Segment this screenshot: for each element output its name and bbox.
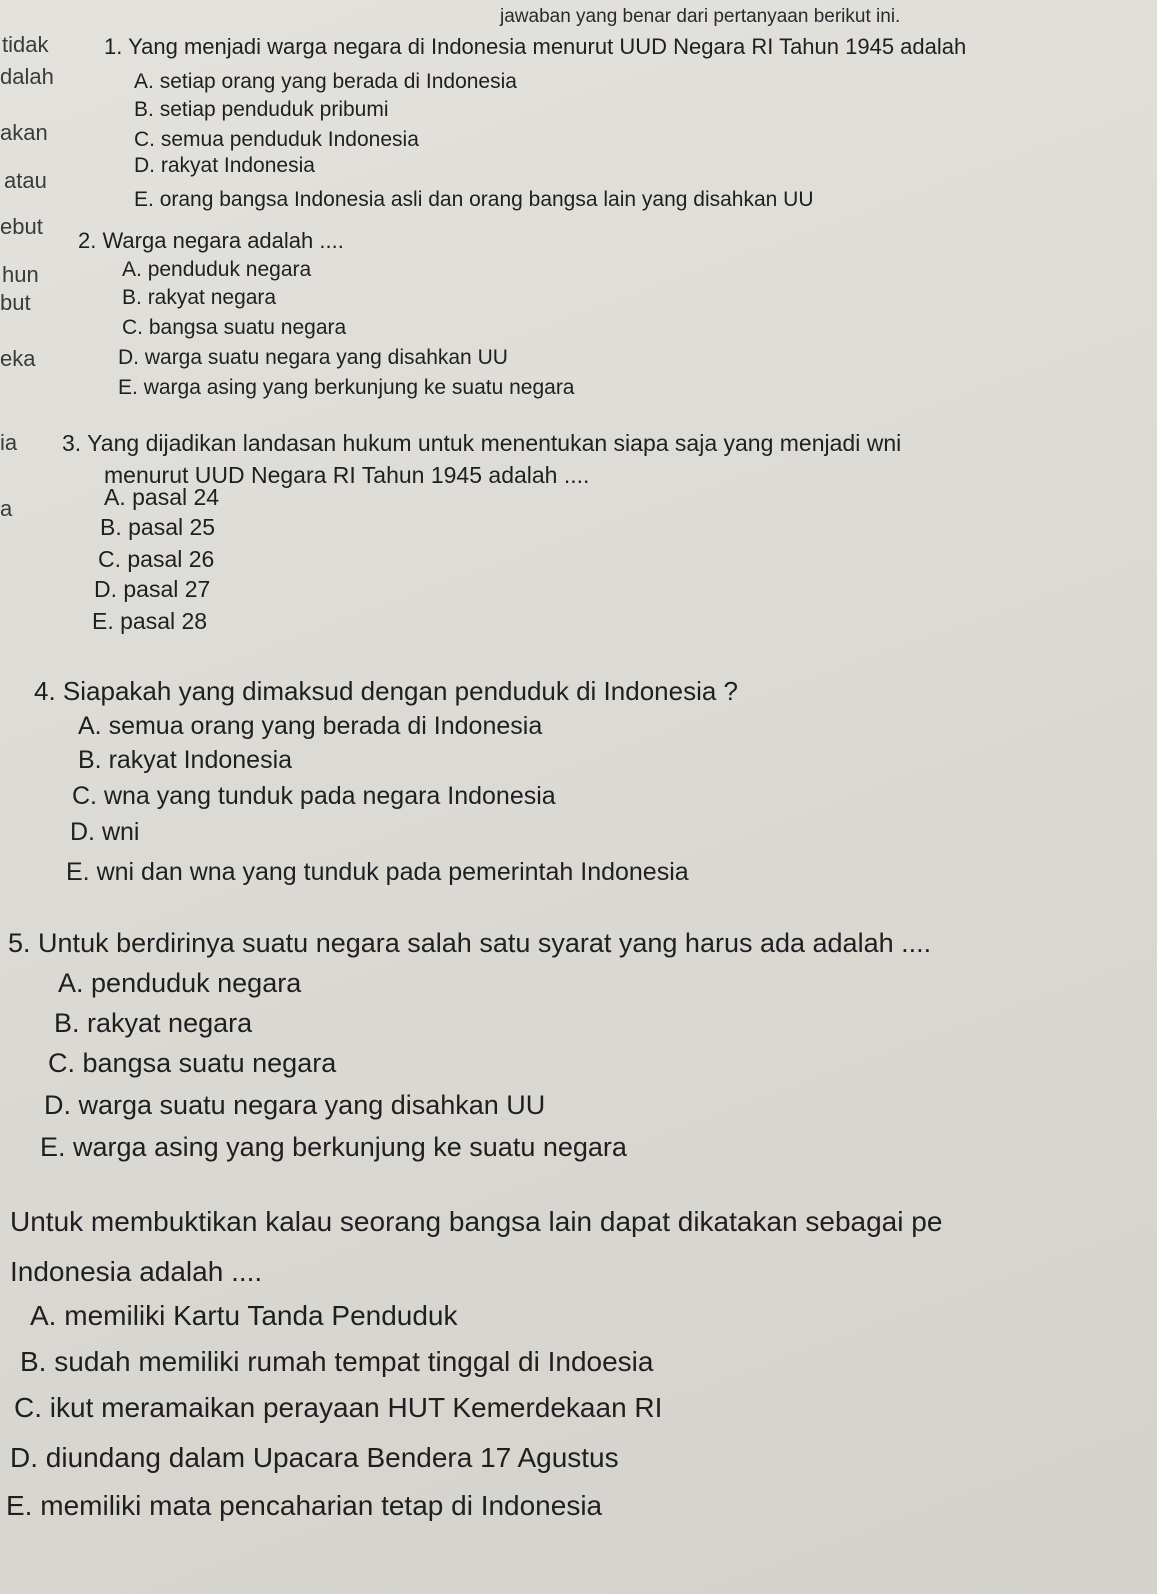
- option-letter: D.: [134, 154, 155, 177]
- option-text: setiap penduduk pribumi: [159, 98, 389, 121]
- option-text: ikut meramaikan perayaan HUT Kemerdekaan RI: [49, 1392, 663, 1423]
- option-text: wni: [101, 818, 140, 846]
- option-letter: C.: [134, 128, 155, 151]
- margin-fragment: tidak: [2, 32, 49, 57]
- question-text: Untuk berdirinya suatu negara salah satu syarat yang harus ada adalah ....: [38, 928, 932, 958]
- option-text: warga asing yang berkunjung ke suatu negara: [143, 376, 575, 399]
- option-letter: D.: [44, 1090, 71, 1120]
- option: [10, 1442, 619, 1474]
- option-letter: A.: [30, 1300, 57, 1331]
- option-letter: A.: [78, 712, 102, 740]
- margin-fragment: a: [0, 496, 13, 521]
- option: [78, 712, 542, 741]
- option-text: penduduk negara: [91, 968, 302, 998]
- option-text: memiliki Kartu Tanda Penduduk: [64, 1300, 458, 1331]
- option-letter: A.: [58, 968, 84, 998]
- option: [98, 546, 214, 573]
- option: [72, 782, 556, 811]
- option-text: penduduk negara: [147, 258, 312, 281]
- option: [118, 376, 575, 400]
- option-letter: B.: [122, 286, 142, 309]
- option: [6, 1490, 602, 1522]
- margin-fragment: hun: [2, 262, 39, 287]
- option-letter: C.: [98, 546, 121, 572]
- margin-fragment: eka: [0, 346, 36, 371]
- question-5: [8, 928, 931, 959]
- option: [20, 1346, 653, 1378]
- option: [104, 484, 219, 511]
- option-letter: A.: [122, 258, 142, 281]
- margin-fragment: ia: [0, 430, 18, 455]
- option-letter: D.: [10, 1442, 38, 1473]
- option: [122, 286, 276, 310]
- option-text: rakyat negara: [147, 286, 277, 309]
- option-letter: A.: [134, 70, 154, 93]
- margin-fragment: but: [0, 290, 31, 315]
- option: [118, 346, 508, 370]
- option-text: bangsa suatu negara: [82, 1048, 337, 1078]
- option-letter: C.: [122, 316, 143, 339]
- option: [122, 316, 346, 340]
- option: [58, 968, 301, 999]
- option-letter: B.: [100, 514, 122, 540]
- option-letter: B.: [20, 1346, 47, 1377]
- question-text: Warga negara adalah ....: [102, 228, 344, 253]
- option-letter: B.: [78, 746, 102, 774]
- option: [48, 1048, 336, 1079]
- option-text: setiap orang yang berada di Indonesia: [159, 70, 517, 93]
- question-text-continued: menurut UUD Negara RI Tahun 1945 adalah ....: [104, 462, 590, 488]
- option-text: orang bangsa Indonesia asli dan orang bangsa lain yang disahkan UU: [159, 188, 814, 211]
- option-text: pasal 26: [127, 546, 215, 572]
- question-4: [34, 676, 738, 707]
- option-letter: A.: [104, 484, 126, 510]
- option: [44, 1090, 545, 1121]
- option: [94, 576, 210, 603]
- question-text: Yang dijadikan landasan hukum untuk menentukan siapa saja yang menjadi wni: [87, 430, 902, 456]
- option-text: warga asing yang berkunjung ke suatu negara: [73, 1132, 627, 1162]
- option: [40, 1132, 627, 1163]
- margin-fragment: akan: [0, 120, 48, 145]
- question-number: 4.: [34, 676, 56, 706]
- option-letter: E.: [66, 858, 90, 886]
- option-text: wna yang tunduk pada negara Indonesia: [103, 782, 556, 810]
- option: [134, 128, 419, 152]
- option-letter: E.: [118, 376, 138, 399]
- option-letter: E.: [134, 188, 154, 211]
- option-text: wni dan wna yang tunduk pada pemerintah Indonesia: [96, 858, 689, 886]
- margin-fragment: dalah: [0, 64, 54, 89]
- header-instruction: jawaban yang benar dari pertanyaan berikut ini.: [500, 6, 901, 27]
- option-text: warga suatu negara yang disahkan UU: [144, 346, 508, 369]
- question-text: Siapakah yang dimaksud dengan penduduk di Indonesia ?: [62, 676, 738, 706]
- option: [92, 608, 207, 635]
- option-text: rakyat Indonesia: [160, 154, 315, 177]
- option-letter: E.: [6, 1490, 33, 1521]
- option-text: warga suatu negara yang disahkan UU: [78, 1090, 546, 1120]
- margin-fragment: ebut: [0, 214, 43, 239]
- option-letter: C.: [48, 1048, 75, 1078]
- option: [66, 858, 689, 887]
- option-letter: C.: [72, 782, 97, 810]
- option-letter: B.: [54, 1008, 80, 1038]
- option-text: bangsa suatu negara: [148, 316, 347, 339]
- question-3: [62, 430, 901, 457]
- option-letter: C.: [14, 1392, 42, 1423]
- question-2: [78, 228, 344, 254]
- option-text: rakyat negara: [87, 1008, 253, 1038]
- option: [70, 818, 139, 847]
- option-letter: D.: [70, 818, 95, 846]
- option-text: semua orang yang berada di Indonesia: [108, 712, 543, 740]
- option-text: semua penduduk Indonesia: [160, 128, 419, 151]
- option-letter: E.: [92, 608, 114, 634]
- option-text: sudah memiliki rumah tempat tinggal di Indoesia: [54, 1346, 654, 1377]
- option-letter: B.: [134, 98, 154, 121]
- question-number: 2.: [78, 228, 97, 253]
- option-text: pasal 28: [120, 608, 208, 634]
- option-text: diundang dalam Upacara Bendera 17 Agustus: [45, 1442, 619, 1473]
- option-text: pasal 25: [128, 514, 216, 540]
- margin-fragment: atau: [4, 168, 47, 193]
- option: [134, 188, 814, 212]
- option: [122, 258, 311, 282]
- option: [78, 746, 292, 775]
- option-text: rakyat Indonesia: [108, 746, 293, 774]
- question-number: 5.: [8, 928, 31, 958]
- question-text: Yang menjadi warga negara di Indonesia menurut UUD Negara RI Tahun 1945 adalah: [128, 34, 967, 59]
- option-letter: D.: [118, 346, 139, 369]
- option: [134, 70, 517, 94]
- option: [54, 1008, 252, 1039]
- question-text-continued: Indonesia adalah ....: [10, 1256, 263, 1287]
- option-letter: D.: [94, 576, 117, 602]
- option-text: memiliki mata pencaharian tetap di Indonesia: [40, 1490, 603, 1521]
- question-6: Untuk membuktikan kalau seorang bangsa lain dapat dikatakan sebagai pe: [10, 1206, 943, 1237]
- option: [134, 98, 389, 122]
- question-1: [104, 34, 966, 60]
- option-text: pasal 27: [123, 576, 211, 602]
- option-text: pasal 24: [132, 484, 220, 510]
- option: [14, 1392, 662, 1424]
- option-letter: E.: [40, 1132, 66, 1162]
- question-number: 1.: [104, 34, 123, 59]
- option: [30, 1300, 458, 1332]
- question-number: 3.: [62, 430, 82, 456]
- option: [134, 154, 315, 178]
- option: [100, 514, 215, 541]
